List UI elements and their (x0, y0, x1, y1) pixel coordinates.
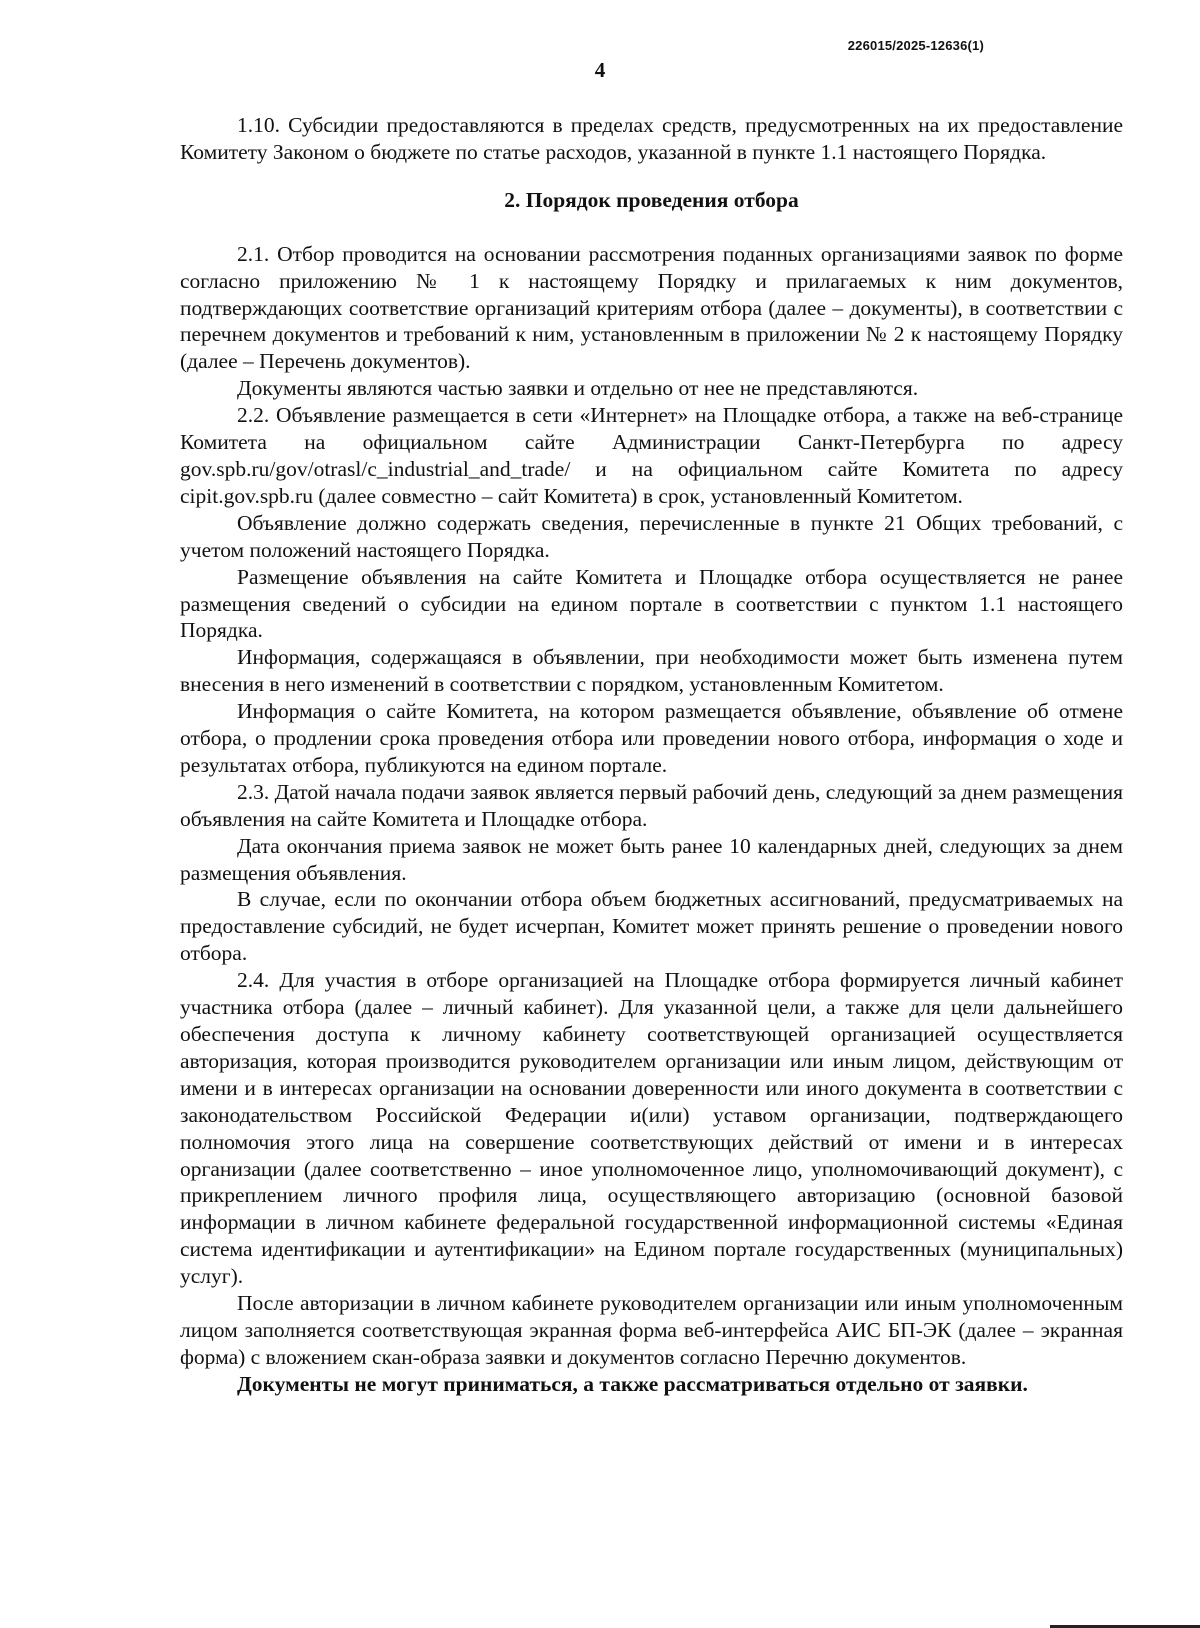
section-heading: 2. Порядок проведения отбора (504, 187, 799, 212)
paragraph-2-1: 2.1. Отбор проводится на основании рассмотрения поданных организациями заявок по форме согласно приложению № 1 к настоящему Порядку и прилагаемых к ним документов, подтверждающих соответствие организаций критериям отбора (далее – документы), в соответствии с перечнем документов и требований к ним, установленным в приложении № 2 к настоящему Порядку (далее – Перечень документов). (180, 241, 1123, 374)
paragraph-2-2: 2.2. Объявление размещается в сети «Интернет» на Площадке отбора, а также на веб-странице Комитета на официальном сайте Администрации Санкт-Петербурга по адресу gov.spb.ru/gov/otrasl/c_industrial_and_trade/ и на официальном сайте Комитета по адресу cipit.gov.spb.ru (далее совместно – сайт Комитета) в срок, установленный Комитетом. (180, 403, 1123, 508)
paragraph-2-2-c: Размещение объявления на сайте Комитета и Площадке отбора осуществляется не ранее размещения сведений о субсидии на едином портале в соответствии с пунктом 1.1 настоящего Порядка. (180, 564, 1123, 643)
document-body (180, 112, 1123, 1398)
paragraph-2-3: 2.3. Датой начала подачи заявок является первый рабочий день, следующий за днем размещения объявления на сайте Комитета и Площадке отбора. (180, 779, 1123, 831)
page-number: 4 (594, 58, 606, 82)
paragraph-2-4-c: Документы не могут приниматься, а также рассматриваться отдельно от заявки. (237, 1371, 1028, 1396)
paragraph-2-2-e: Информация о сайте Комитета, на котором размещается объявление, объявление об отмене отбора, о продлении срока проведения отбора или проведении нового отбора, информация о ходе и результатах отбора, публикуются на едином портале. (180, 699, 1123, 777)
paragraph-2-3-c: В случае, если по окончании отбора объем бюджетных ассигнований, предусматриваемых на предоставление субсидий, не будет исчерпан, Комитет может принять решение о проведении нового отбора. (180, 887, 1123, 966)
document-registration-number: 226015/2025-12636(1) (847, 38, 984, 53)
paragraph-2-4: 2.4. Для участия в отборе организацией на Площадке отбора формируется личный кабинет участника отбора (далее – личный кабинет). Для указанной цели, а также для цели дальнейшего обеспечения доступа к личному кабинету соответствующей организацией осуществляется авторизация, которая производится руководителем организации или иным лицом, действующим от имени и в интересах организации на основании доверенности или иного документа в соответствии с законодательством Российской Федерации и(или) уставом организации, подтверждающего полномочия этого лица на совершение соответствующих действий от имени и в интересах организации (далее соответственно – иное уполномоченное лицо, уполномочивающий документ), с прикреплением личного профиля лица, осуществляющего авторизацию (основной базовой информации в личном кабинете федеральной государственной информационной системы «Единая система идентификации и аутентификации» на Едином портале государственных (муниципальных) услуг). (180, 968, 1123, 1289)
paragraph-1-10: 1.10. Субсидии предоставляются в пределах средств, предусмотренных на их предоставление Комитету Законом о бюджете по статье расходов, указанной в пункте 1.1 настоящего Порядка. (180, 113, 1123, 164)
paragraph-2-2-b: Объявление должно содержать сведения, перечисленные в пункте 21 Общих требований, с учетом положений настоящего Порядка. (180, 510, 1123, 562)
paragraph-2-1-b: Документы являются частью заявки и отдельно от нее не представляются. (237, 376, 919, 401)
paragraph-2-2-d: Информация, содержащаяся в объявлении, при необходимости может быть изменена путем внесения в него изменений в соответствии с порядком, установленным Комитетом. (180, 645, 1123, 697)
paragraph-2-3-b: Дата окончания приема заявок не может быть ранее 10 календарных дней, следующих за днем размещения объявления. (180, 833, 1123, 885)
paragraph-2-4-b: После авторизации в личном кабинете руководителем организации или иным уполномоченным лицом заполняется соответствующая экранная форма веб-интерфейса АИС БП-ЭК (далее – экранная форма) с вложением скан-образа заявки и документов согласно Перечню документов. (180, 1291, 1123, 1369)
